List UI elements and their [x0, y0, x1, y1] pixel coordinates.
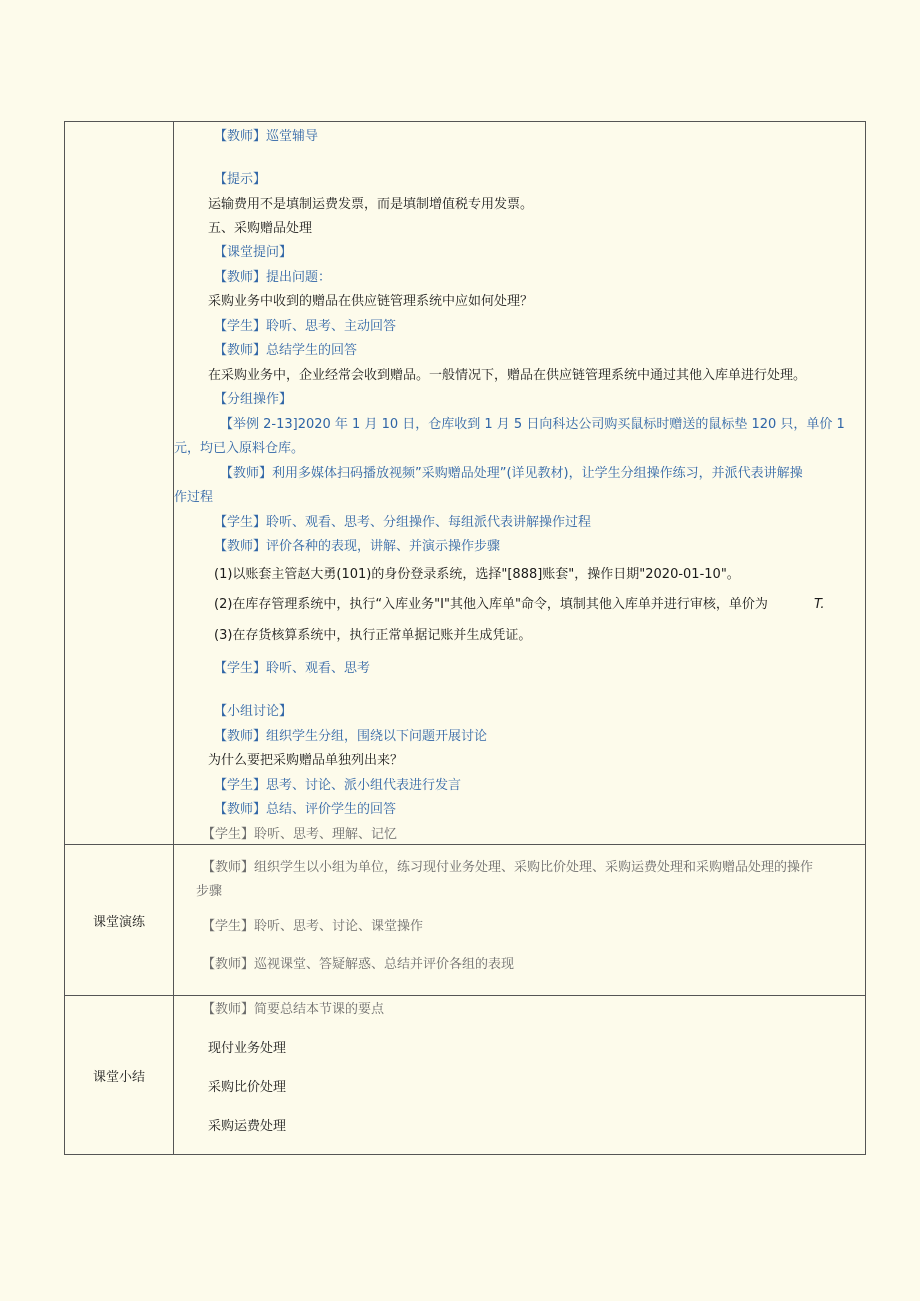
- summary-line-2: 现付业务处理: [208, 1041, 287, 1056]
- line-teacher-patrol: 【教师】巡堂辅导: [214, 129, 319, 144]
- summary-line-3: 采购比价处理: [208, 1080, 287, 1095]
- line-class-question: 【课堂提问】: [214, 245, 293, 260]
- summary-label: 课堂小结: [65, 996, 174, 1155]
- practice-line-2: 步骤: [196, 884, 223, 899]
- line-question-text: 采购业务中收到的赠品在供应链管理系统中应如何处理？: [208, 294, 534, 309]
- line-example-1: 【举例 2-13]2020 年 1 月 10 日，仓库收到 1 月 5 日向科达公司购买鼠标时赠送的鼠标垫 120 只，单价 1: [220, 417, 845, 432]
- practice-line-1: 【教师】组织学生以小组为单位，练习现付业务处理、采购比价处理、采购运费处理和采购赠品处理的操作: [202, 860, 814, 875]
- line-example-2: 元，均已入原料仓库。: [174, 441, 305, 456]
- line-tip-text: 运输费用不是填制运费发票，而是填制增值税专用发票。: [208, 197, 534, 212]
- line-video-2: 作过程: [174, 490, 214, 505]
- line-step-1: (1)以账套主管赵大勇(101)的身份登录系统，选择"[888]账套"，操作日期"2020-01-10"。: [214, 567, 740, 582]
- line-student-discuss: 【学生】思考、讨论、派小组代表进行发言: [214, 778, 462, 793]
- line-tip-heading: 【提示】: [214, 172, 267, 187]
- main-row: [65, 122, 866, 845]
- line-discussion-question: 为什么要把采购赠品单独列出来？: [208, 753, 404, 768]
- line-student-group-op: 【学生】聆听、观看、思考、分组操作、每组派代表讲解操作过程: [214, 515, 592, 530]
- line-step-3: (3)在存货核算系统中，执行正常单据记账并生成凭证。: [214, 628, 532, 643]
- summary-row: [65, 996, 866, 1155]
- summary-line-4: 采购运费处理: [208, 1119, 287, 1134]
- practice-content-cell: [174, 845, 866, 996]
- line-teacher-evaluate: 【教师】评价各种的表现，讲解、并演示操作步骤: [214, 539, 501, 554]
- lesson-plan-table: [64, 121, 866, 1155]
- summary-content-cell: [174, 996, 866, 1155]
- practice-label: 课堂演练: [65, 845, 174, 996]
- main-label-cell: [65, 122, 174, 845]
- line-explanation: 在采购业务中，企业经常会收到赠品。一般情况下，赠品在供应链管理系统中通过其他入库单进行处理。: [208, 368, 807, 383]
- line-student-watch: 【学生】聆听、观看、思考: [214, 661, 371, 676]
- main-content-cell: [174, 122, 866, 845]
- line-teacher-organize: 【教师】组织学生分组，围绕以下问题开展讨论: [214, 729, 488, 744]
- practice-line-4: 【教师】巡视课堂、答疑解惑、总结并评价各组的表现: [202, 957, 515, 972]
- summary-line-1: 【教师】简要总结本节课的要点: [202, 1002, 385, 1017]
- line-step-2: (2)在库存管理系统中，执行“入库业务"I"其他入库单"命令，填制其他入库单并进行审核，单价为: [214, 597, 768, 612]
- line-student-answer: 【学生】聆听、思考、主动回答: [214, 319, 397, 334]
- practice-row: [65, 845, 866, 996]
- practice-line-3: 【学生】聆听、思考、讨论、课堂操作: [202, 919, 424, 934]
- line-teacher-summary: 【教师】总结学生的回答: [214, 343, 358, 358]
- line-student-memorize: 【学生】聆听、思考、理解、记忆: [202, 827, 398, 842]
- line-section-heading: 五、采购赠品处理: [208, 221, 313, 236]
- line-teacher-ask: 【教师】提出问题：: [214, 270, 332, 285]
- line-group-operation: 【分组操作】: [214, 392, 293, 407]
- line-group-discussion: 【小组讨论】: [214, 704, 293, 719]
- line-step-2-tail: T.: [814, 597, 825, 612]
- line-teacher-conclude: 【教师】总结、评价学生的回答: [214, 802, 397, 817]
- line-video-1: 【教师】利用多媒体扫码播放视频”采购赠品处理”(详见教材)，让学生分组操作练习，并派代表讲解操: [220, 466, 803, 481]
